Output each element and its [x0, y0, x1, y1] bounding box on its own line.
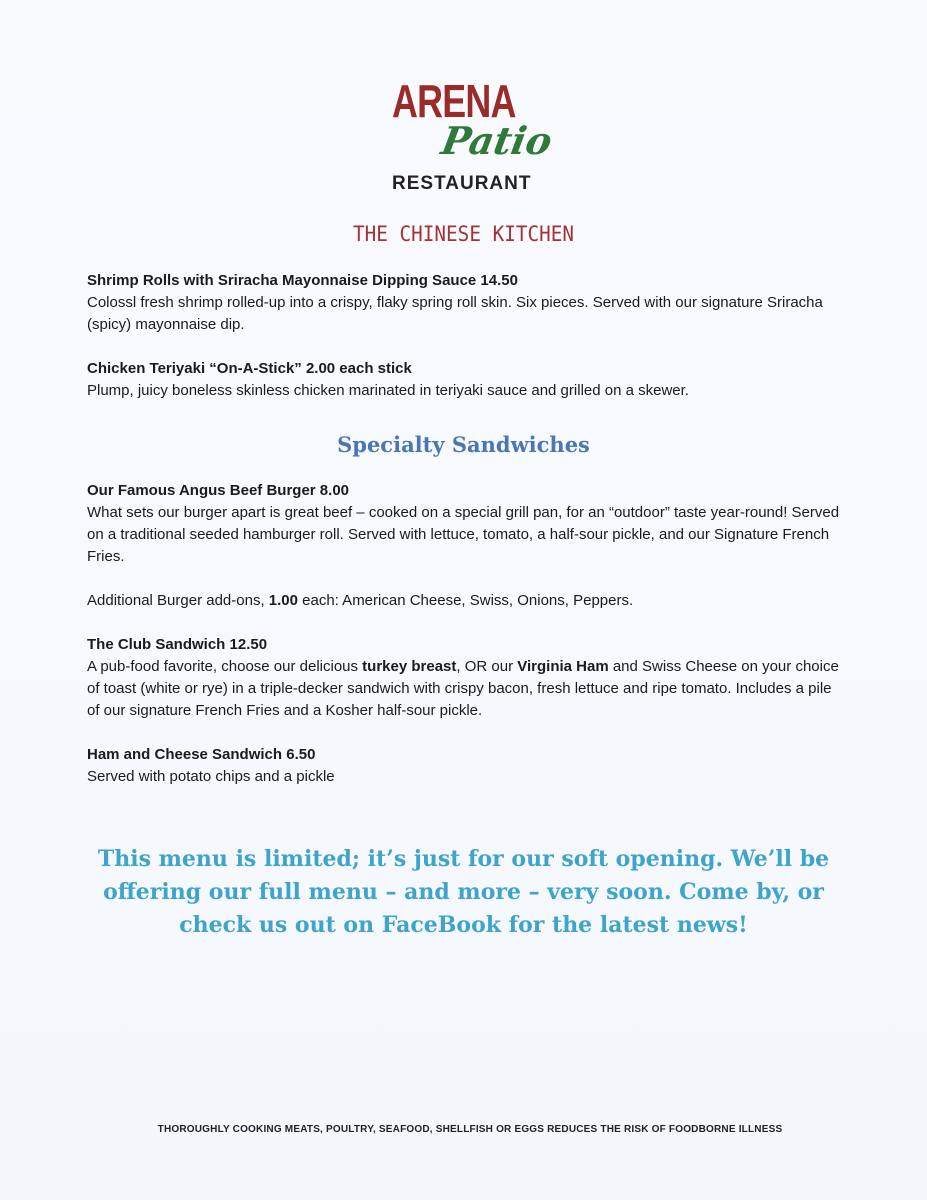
- restaurant-logo: [380, 70, 580, 200]
- menu-item-angus-burger: [87, 480, 847, 568]
- logo-restaurant-text: RESTAURANT: [392, 173, 532, 194]
- addons-price: 1.00: [268, 592, 298, 609]
- food-safety-footer: THOROUGHLY COOKING MEATS, POULTRY, SEAFOOD, SHELLFISH OR EGGS REDUCES THE RISK OF FOODBORNE ILLNESS: [157, 1124, 783, 1134]
- item-name: Ham and Cheese Sandwich 6.50: [87, 746, 316, 763]
- item-name: Shrimp Rolls with Sriracha Mayonnaise Dipping Sauce 14.50: [87, 272, 518, 289]
- club-desc-part: A pub-food favorite, choose our delicious: [87, 658, 363, 675]
- club-desc-part: and Swiss Cheese on your choice of toast (white or rye) in a triple-decker sandwich with crispy bacon, fresh lettuce and ripe tomato. Includes a pile of our signature French Fries and a Kosher half-sour pickle.: [87, 658, 839, 719]
- addons-suffix: each: American Cheese, Swiss, Onions, Peppers.: [297, 592, 634, 609]
- logo-patio-text: Patio: [438, 118, 556, 163]
- menu-item-shrimp-rolls: [87, 270, 847, 336]
- item-description: Served with potato chips and a pickle: [87, 768, 335, 785]
- club-virginia-ham: Virginia Ham: [517, 658, 609, 675]
- item-description: [87, 656, 847, 722]
- club-turkey-breast: turkey breast: [362, 658, 457, 675]
- menu-item-ham-cheese: [87, 744, 847, 788]
- logo-arena-text: ARENA: [392, 75, 516, 127]
- menu-content: [87, 270, 847, 788]
- club-desc-part: , OR our: [456, 658, 518, 675]
- item-name: The Club Sandwich 12.50: [87, 636, 268, 653]
- item-description: Plump, juicy boneless skinless chicken marinated in teriyaki sauce and grilled on a skewer.: [87, 382, 689, 399]
- item-description: Colossl fresh shrimp rolled-up into a crispy, flaky spring roll skin. Six pieces. Served with our signature Sriracha (spicy) mayonnaise dip.: [87, 294, 823, 333]
- menu-item-club-sandwich: [87, 634, 847, 722]
- chinese-kitchen-heading: THE CHINESE KITCHEN: [352, 222, 575, 246]
- item-description: What sets our burger apart is great beef – cooked on a special grill pan, for an “outdoor” taste year-round! Served on a traditional seeded hamburger roll. Served with lettuce, tomato, a half-sour pickle, and our Signature French Fries.: [87, 504, 840, 565]
- specialty-sandwiches-heading: Specialty Sandwiches: [337, 432, 590, 457]
- item-name: Our Famous Angus Beef Burger 8.00: [87, 482, 350, 499]
- menu-item-chicken-teriyaki: [87, 358, 847, 402]
- addons-prefix: Additional Burger add-ons,: [87, 592, 269, 609]
- soft-opening-notice: This menu is limited; it’s just for our soft opening. We’ll be offering our full menu – and more – very soon. Come by, or check us out on FaceBook for the latest news!: [97, 846, 830, 938]
- item-name: Chicken Teriyaki “On-A-Stick” 2.00 each stick: [87, 360, 412, 377]
- burger-addons: [87, 590, 847, 612]
